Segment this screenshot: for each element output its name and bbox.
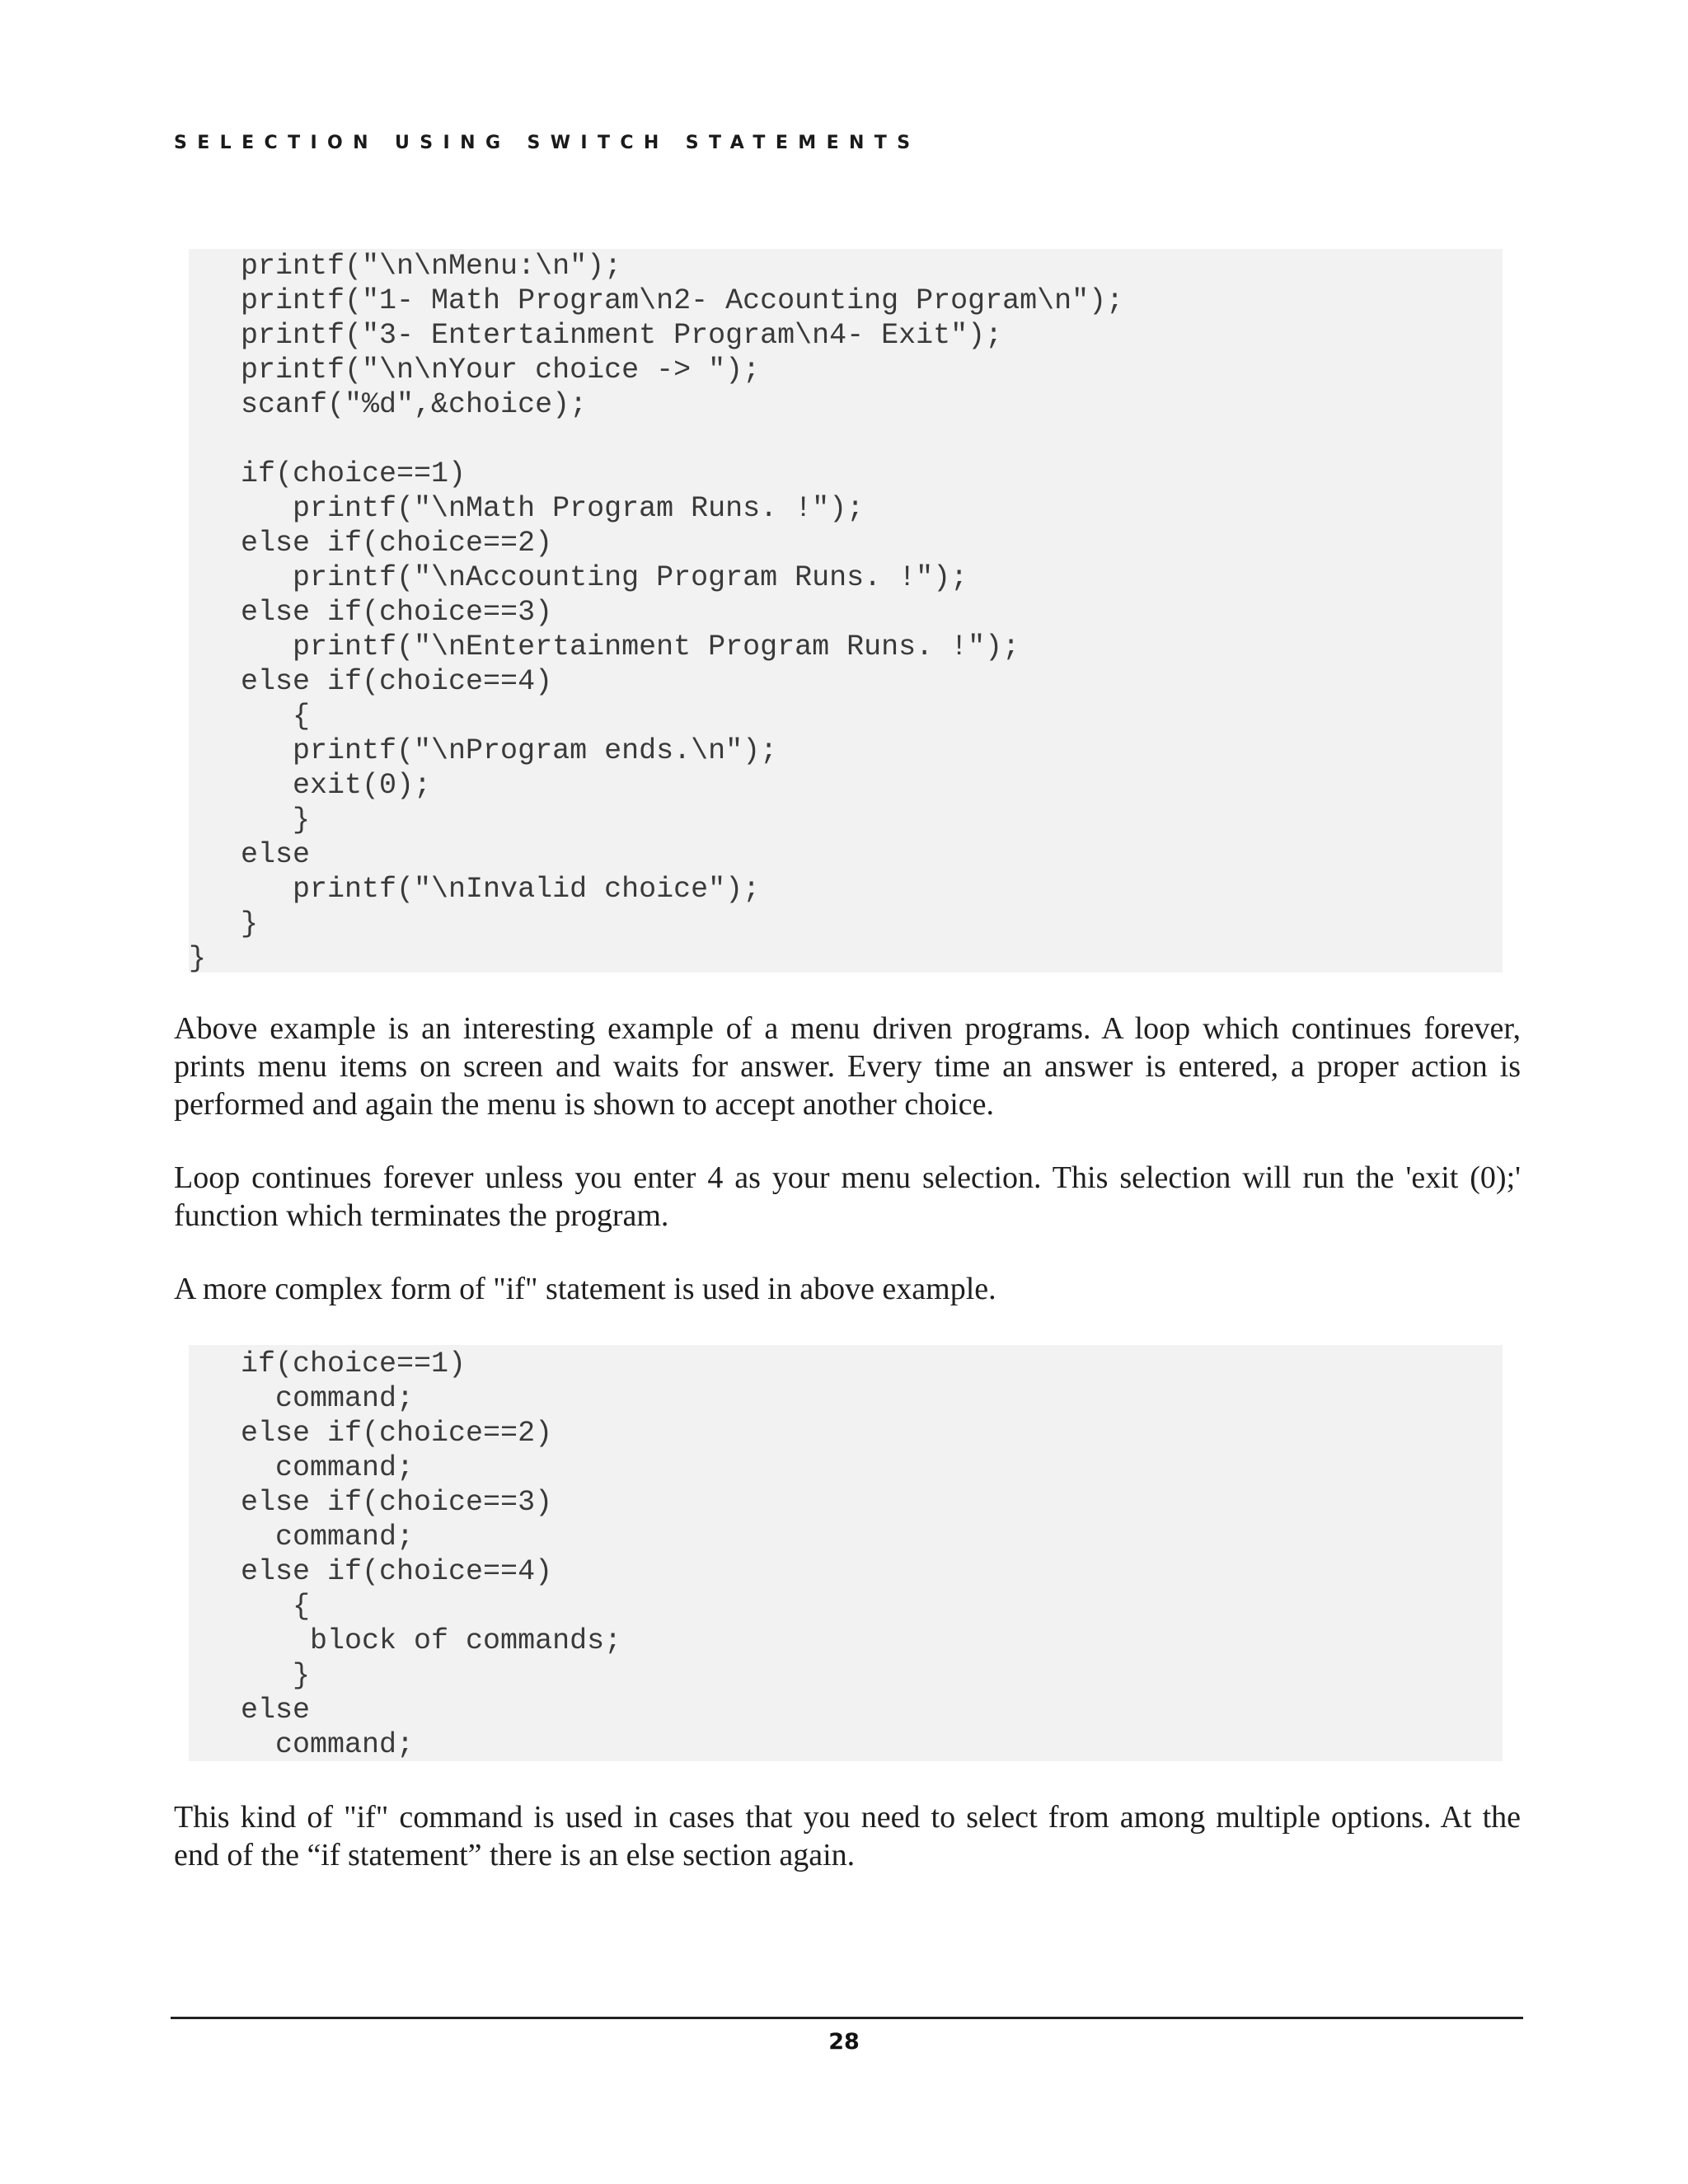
code-line: printf("\nAccounting Program Runs. !"); [189, 561, 968, 594]
paragraph-line: function which terminates the program. [174, 1198, 669, 1233]
paragraph-line: prints menu items on screen and waits for answer. Every time an answer is entered, a proper action is [174, 1049, 1521, 1084]
code-line: printf("\n\nMenu:\n"); [189, 250, 622, 283]
footer-rule [171, 2017, 1523, 2019]
paragraph-line: performed and again the menu is shown to accept another choice. [174, 1087, 995, 1122]
code-line: printf("\nInvalid choice"); [189, 873, 761, 906]
code-line: } [189, 1659, 311, 1692]
code-line: { [189, 1590, 311, 1623]
code-line: printf("\nProgram ends.\n"); [189, 734, 778, 767]
code-line: exit(0); [189, 769, 432, 802]
code-line: printf("\n\nYour choice -> "); [189, 354, 761, 387]
code-line: block of commands; [189, 1624, 622, 1657]
paragraph-multiple-options [174, 1798, 1521, 1874]
code-line: printf("1- Math Program\n2- Accounting Program\n"); [189, 284, 1124, 317]
code-line: if(choice==1) [189, 457, 467, 490]
code-line: else [189, 838, 311, 871]
code-line: printf("3- Entertainment Program\n4- Exit"); [189, 319, 1003, 352]
code-line: command; [189, 1521, 415, 1554]
code-line: command; [189, 1728, 415, 1761]
code-line: else if(choice==4) [189, 665, 553, 698]
code-line: } [189, 907, 259, 940]
paragraph-line: A more complex form of "if" statement is used in above example. [174, 1272, 996, 1306]
code-line: } [189, 942, 207, 975]
code-line: command; [189, 1382, 415, 1415]
code-line: command; [189, 1451, 415, 1484]
code-line: { [189, 700, 311, 733]
code-line: } [189, 804, 311, 837]
running-header: SELECTION USING SWITCH STATEMENTS [174, 133, 921, 153]
code-line: if(choice==1) [189, 1347, 467, 1380]
paragraph-complex-if [174, 1270, 1521, 1308]
code-line: else if(choice==4) [189, 1555, 553, 1588]
code-line: else if(choice==2) [189, 527, 553, 560]
paragraph-loop-exit [174, 1159, 1521, 1235]
code-line: else if(choice==2) [189, 1417, 553, 1450]
page-number: 28 [828, 2029, 860, 2055]
paragraph-line: This kind of "if" command is used in cases that you need to select from among multiple options. At the [174, 1800, 1521, 1835]
code-block-if-else-form [189, 1345, 1503, 1761]
code-line: else [189, 1694, 311, 1727]
paragraph-menu-driven [174, 1010, 1521, 1123]
paragraph-line: end of the “if statement” there is an else section again. [174, 1838, 856, 1872]
code-line: else if(choice==3) [189, 1486, 553, 1519]
code-line: scanf("%d",&choice); [189, 388, 588, 421]
code-line: printf("\nEntertainment Program Runs. !"); [189, 630, 1020, 663]
code-line: else if(choice==3) [189, 596, 553, 629]
code-line: printf("\nMath Program Runs. !"); [189, 492, 865, 525]
paragraph-line: Above example is an interesting example of a menu driven programs. A loop which continues forever, [174, 1011, 1521, 1046]
code-block-menu-program [189, 249, 1503, 975]
paragraph-line: Loop continues forever unless you enter 4 as your menu selection. This selection will run the 'exit (0);' [174, 1160, 1521, 1195]
